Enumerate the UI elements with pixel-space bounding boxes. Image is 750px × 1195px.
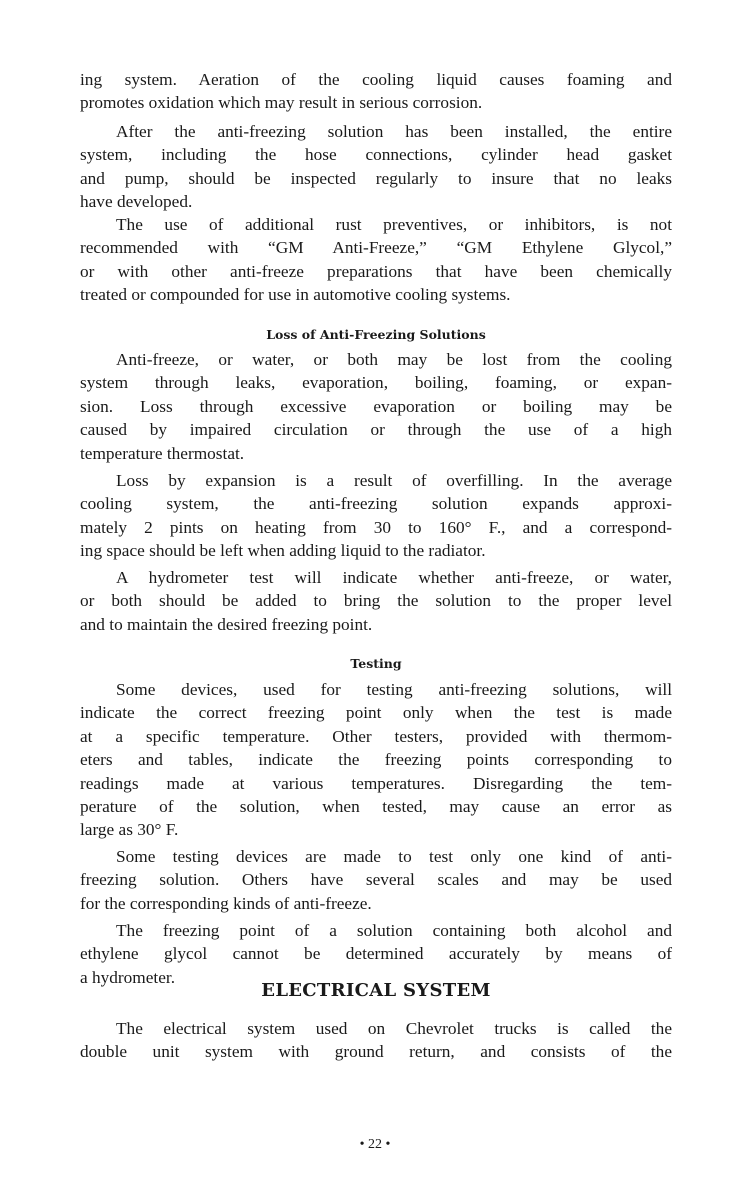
text-line: or both should be added to bring the solution to the proper level [80, 591, 672, 611]
text-line: double unit system with ground return, and consists of the [80, 1042, 672, 1062]
text-line: cooling system, the anti-freezing solution expands approxi- [80, 494, 672, 514]
section-heading-electrical-system: ELECTRICAL SYSTEM [261, 980, 491, 1001]
paragraph [80, 348, 672, 465]
paragraph [80, 1017, 672, 1064]
paragraph [80, 469, 672, 563]
paragraph [80, 213, 672, 307]
text-line: treated or compounded for use in automotive cooling systems. [80, 285, 511, 305]
text-line: at a specific temperature. Other testers, provided with thermom- [80, 726, 672, 746]
text-line: Anti-freeze, or water, or both may be lost from the cooling [116, 350, 672, 369]
subheading-loss-of-anti-freezing-solutions: Loss of Anti-Freezing Solutions [266, 327, 486, 342]
paragraph [80, 120, 672, 214]
text-line: have developed. [80, 192, 193, 212]
text-line: temperature thermostat. [80, 443, 245, 463]
text-line: Some testing devices are made to test only one kind of anti- [116, 847, 672, 866]
text-line: ing space should be left when adding liquid to the radiator. [80, 541, 486, 561]
paragraph [80, 845, 672, 915]
text-line: system through leaks, evaporation, boiling, foaming, or expan- [80, 373, 672, 393]
text-line: eters and tables, indicate the freezing points corresponding to [80, 750, 672, 770]
paragraph [80, 678, 672, 842]
text-line: or with other anti-freeze preparations that have been chemically [80, 261, 672, 281]
text-line: After the anti-freezing solution has been installed, the entire [116, 122, 672, 141]
text-line: promotes oxidation which may result in serious corrosion. [80, 93, 483, 113]
text-line: for the corresponding kinds of anti-freeze. [80, 893, 372, 913]
paragraph [80, 919, 672, 989]
text-line: recommended with “GM Anti-Freeze,” “GM Ethylene Glycol,” [80, 238, 672, 258]
text-line: perature of the solution, when tested, may cause an error as [80, 796, 672, 816]
paragraph [80, 68, 672, 115]
text-line: and to maintain the desired freezing point. [80, 614, 373, 634]
text-line: mately 2 pints on heating from 30 to 160° F., and a correspond- [80, 517, 672, 537]
text-line: sion. Loss through excessive evaporation or boiling may be [80, 396, 672, 416]
text-line: a hydrometer. [80, 967, 176, 987]
text-line: ing system. Aeration of the cooling liquid causes foaming and [80, 70, 672, 89]
paragraph [80, 566, 672, 636]
text-line: indicate the correct freezing point only when the test is made [80, 703, 672, 723]
text-line: Loss by expansion is a result of overfilling. In the average [116, 471, 672, 490]
text-line: The electrical system used on Chevrolet trucks is called the [116, 1019, 672, 1038]
text-line: freezing solution. Others have several scales and may be used [80, 870, 672, 890]
text-line: Some devices, used for testing anti-freezing solutions, will [116, 680, 672, 699]
subheading-testing: Testing [350, 656, 402, 671]
text-line: ethylene glycol cannot be determined accurately by means of [80, 944, 672, 964]
text-line: A hydrometer test will indicate whether anti-freeze, or water, [116, 568, 672, 587]
text-line: and pump, should be inspected regularly to insure that no leaks [80, 168, 672, 188]
text-line: The use of additional rust preventives, or inhibitors, is not [116, 215, 672, 234]
page-number: • 22 • [359, 1137, 391, 1152]
text-line: caused by impaired circulation or through the use of a high [80, 420, 672, 440]
text-line: system, including the hose connections, cylinder head gasket [80, 145, 672, 165]
text-line: large as 30° F. [80, 820, 179, 840]
text-line: The freezing point of a solution containing both alcohol and [116, 921, 672, 940]
text-line: readings made at various temperatures. Disregarding the tem- [80, 773, 672, 793]
